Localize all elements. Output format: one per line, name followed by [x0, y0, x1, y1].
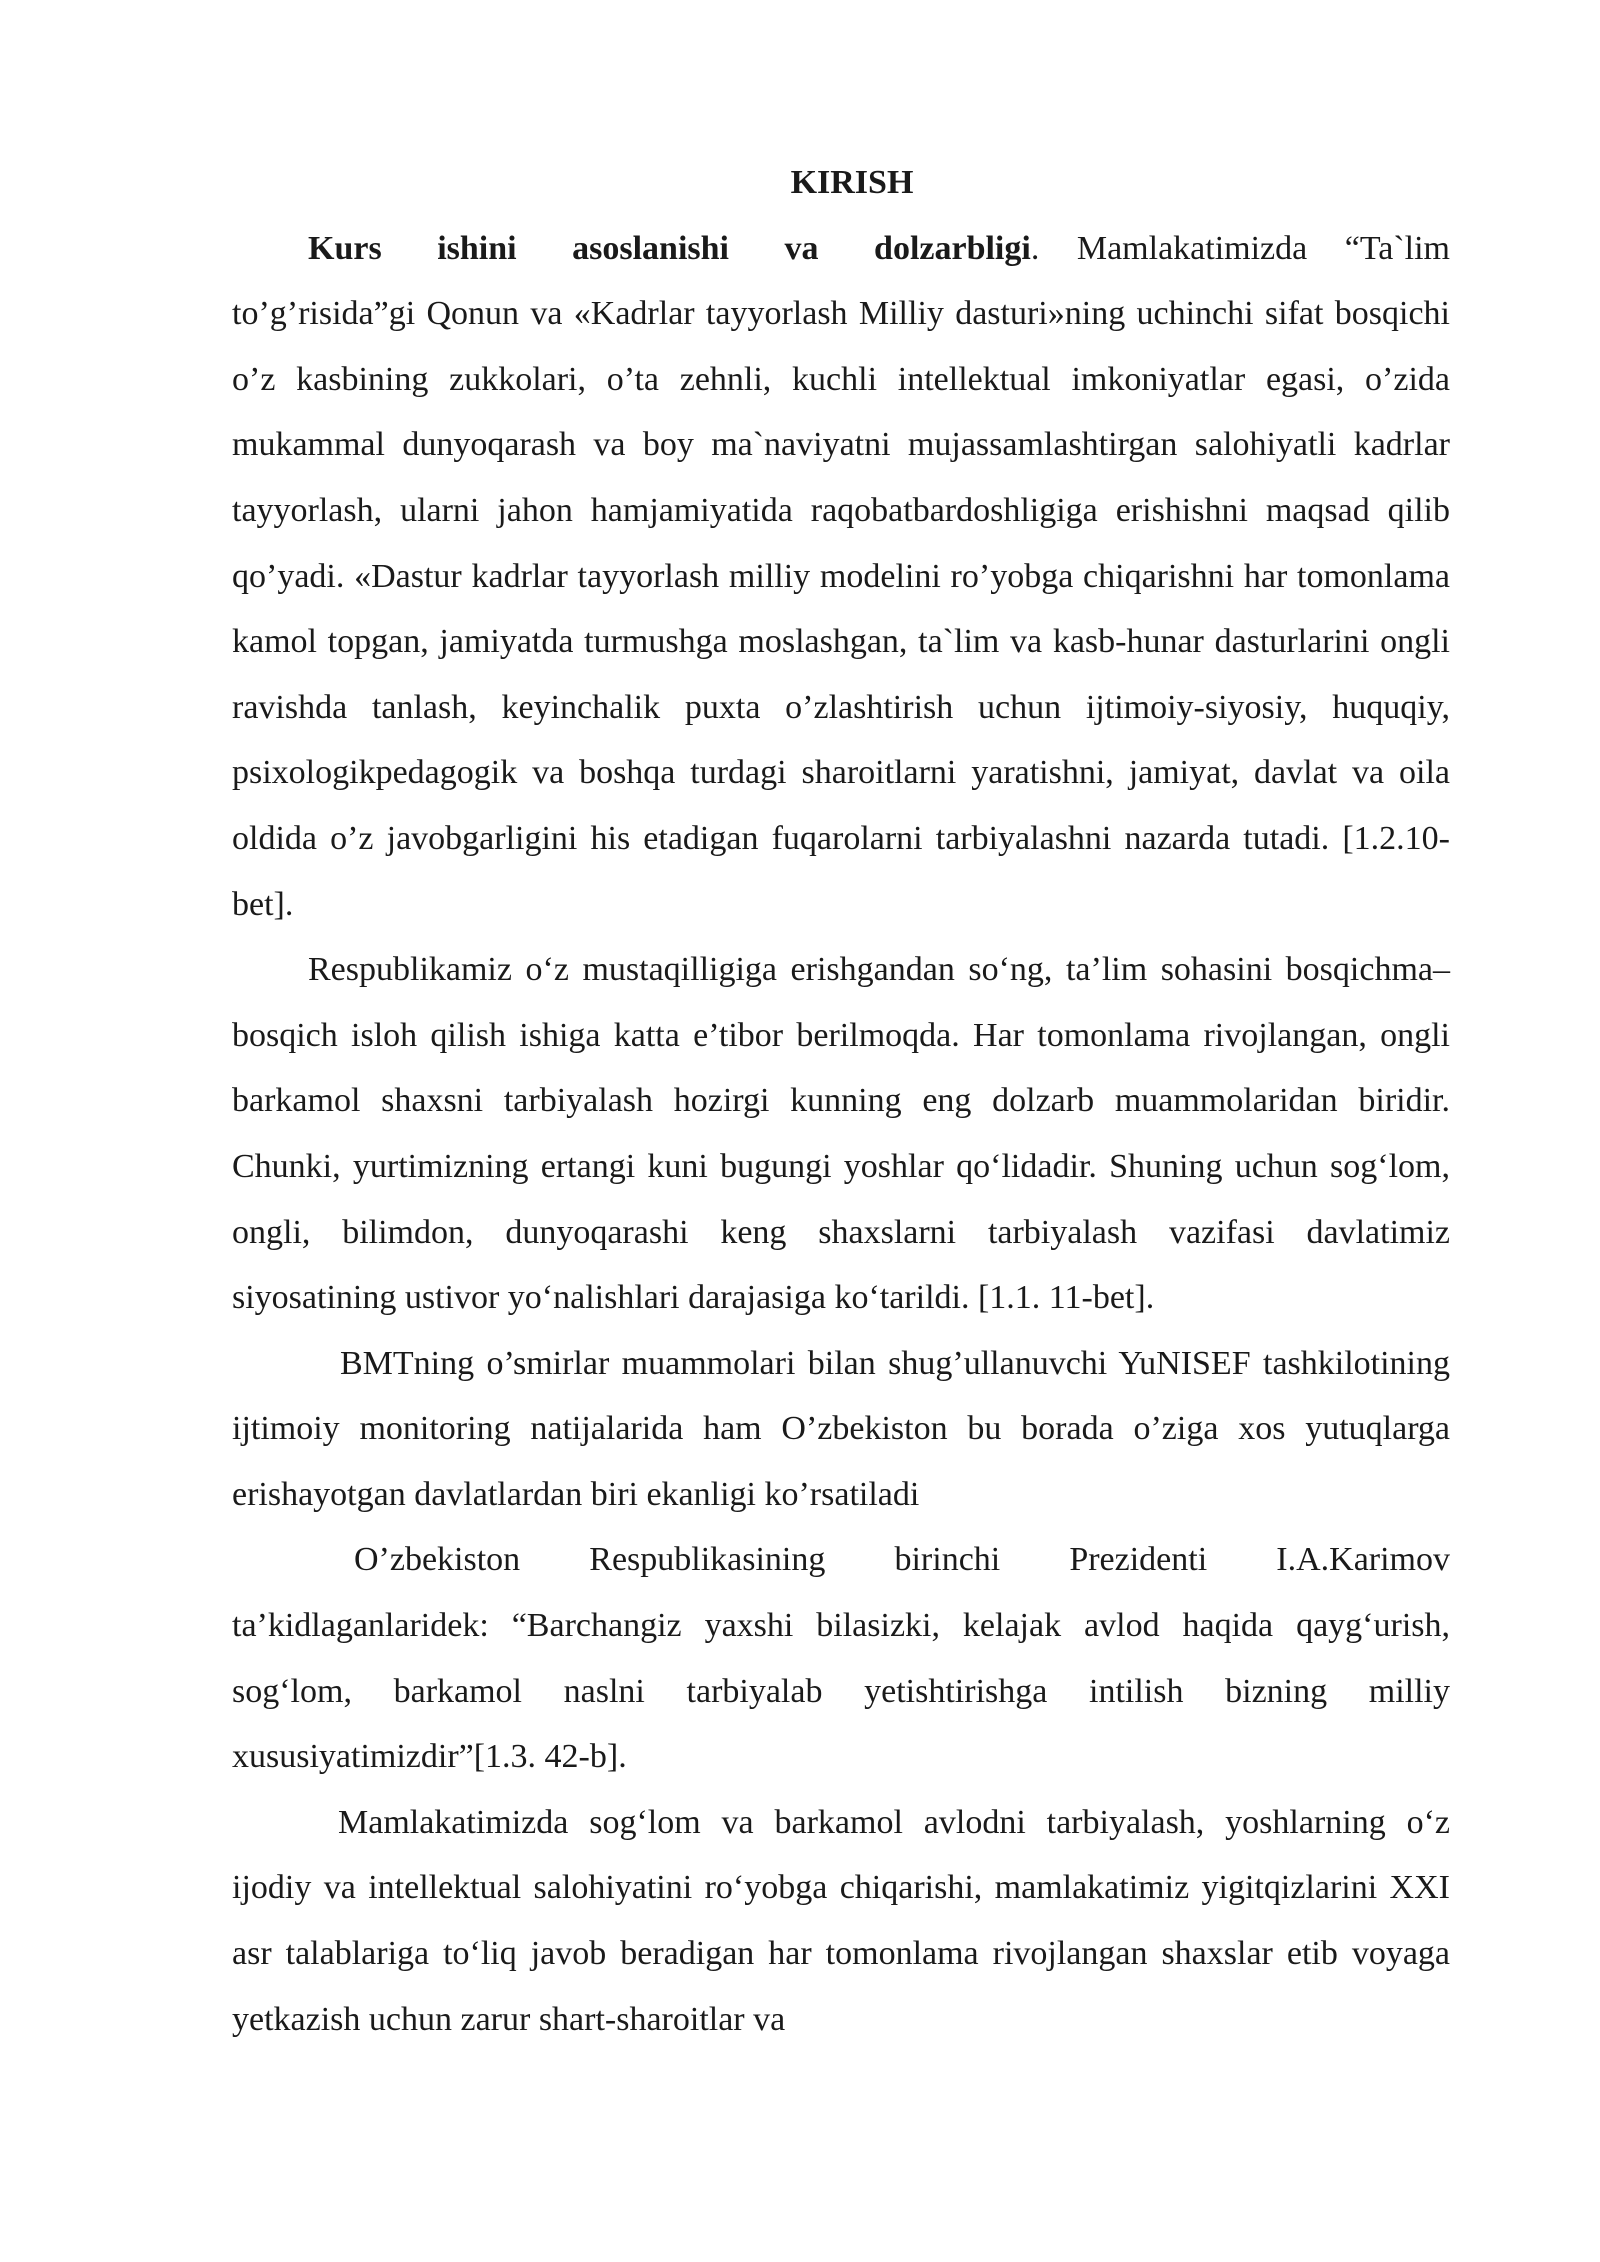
paragraph-2: Respublikamiz o‘z mustaqilligiga erishgandan so‘ng, ta’lim sohasini bosqichma–bosqich isloh qilish ishiga katta e’tibor berilmoqda. Har tomonlama rivojlangan, ongli barkamol shaxsni tarbiyalash hozirgi kunning eng dolzarb muammolaridan biridir. Chunki, yurtimizning ertangi kuni bugungi yoshlar qo‘lidadir. Shuning uchun sog‘lom, ongli, bilimdon, dunyoqarashi keng shaxslarni tarbiyalash vazifasi davlatimiz siyosatining ustivor yo‘nalishlari darajasiga ko‘tarildi. [1.1. 11-bet].: [232, 951, 1450, 1317]
paragraph-4: O’zbekiston Respublikasining birinchi Prezidenti I.A.Karimov ta’kidlaganlaridek: “Barchangiz yaxshi bilasizki, kelajak avlod haqida qayg‘urish, sog‘lom, barkamol naslni tarbiyalab yetishtirishga intilish bizning milliy xususiyatimizdir”[1.3. 42-b].: [232, 1541, 1450, 1776]
paragraph-1: [232, 216, 1450, 938]
document-body: [232, 150, 1450, 2052]
page-title: KIRISH: [790, 164, 914, 201]
section-heading: Kurs ishini asoslanishi va dolzarbligi: [308, 229, 1031, 267]
paragraph-5: Mamlakatimizda sog‘lom va barkamol avlodni tarbiyalash, yoshlarning o‘z ijodiy va intellektual salohiyatini ro‘yobga chiqarishi, mamlakatimiz yigitqizlarini XXI asr talablariga to‘liq javob beradigan har tomonlama rivojlangan shaxslar etib voyaga yetkazish uchun zarur shart-sharoitlar va: [232, 1803, 1450, 2038]
paragraph-3: BMTning o’smirlar muammolari bilan shug’ullanuvchi YuNISEF tashkilotining ijtimoiy monitoring natijalarida ham O’zbekiston bu borada o’ziga xos yutuqlarga erishayotgan davlatlardan biri ekanligi ko’rsatiladi: [232, 1344, 1450, 1513]
paragraph-1-text: . Mamlakatimizda “Ta`lim to’g’risida”gi Qonun va «Kadrlar tayyorlash Milliy dasturi»ning uchinchi sifat bosqichi o’z kasbining zukkolari, o’ta zehnli, kuchli intellektual imkoniyatlar egasi, o’zida mukammal dunyoqarash va boy ma`naviyatni mujassamlashtirgan salohiyatli kadrlar tayyorlash, ularni jahon hamjamiyatida raqobatbardoshligiga erishishni maqsad qilib qo’yadi. «Dastur kadrlar tayyorlash milliy modelini ro’yobga chiqarishni har tomonlama kamol topgan, jamiyatda turmushga moslashgan, ta`lim va kasb-hunar dasturlarini ongli ravishda tanlash, keyinchalik puxta o’zlashtirish uchun ijtimoiy-siyosiy, huquqiy, psixologikpedagogik va boshqa turdagi sharoitlarni yaratishni, jamiyat, davlat va oila oldida o’z javobgarligini his etadigan fuqarolarni tarbiyalashni nazarda tutadi. [1.2.10-bet].: [232, 229, 1450, 923]
